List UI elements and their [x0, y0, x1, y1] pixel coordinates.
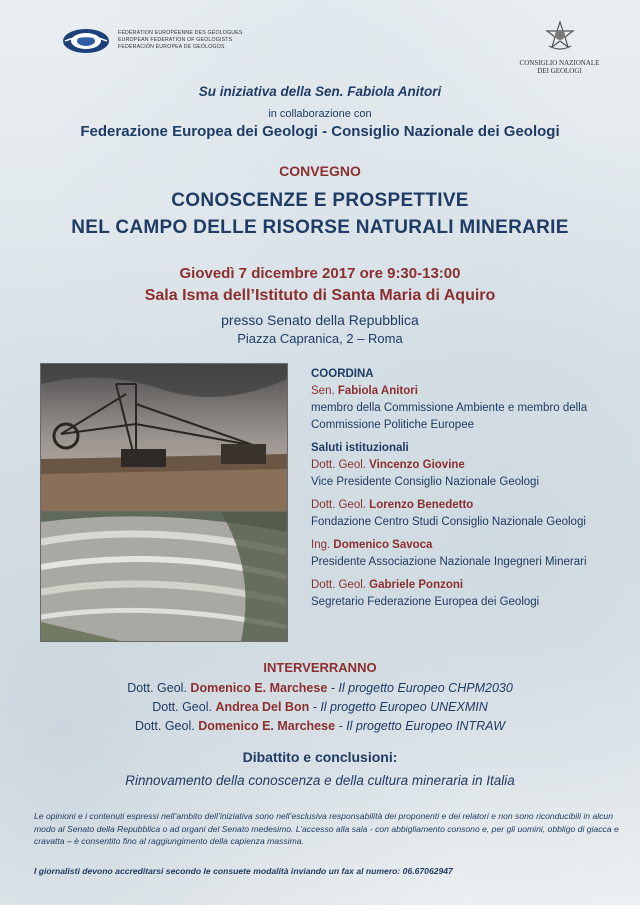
quarry-photo [40, 511, 288, 642]
coordinator-title: Sen. [311, 385, 338, 397]
speaker-item [311, 457, 631, 474]
efg-logo-line-1: FÉDÉRATION EUROPÉENNE DES GÉOLOGUES [118, 30, 243, 36]
speaker-name: Lorenzo Benedetto [369, 499, 474, 511]
cng-logo-line-1: CONSIGLIO NAZIONALE [519, 59, 600, 67]
intervention-project: - Il progetto Europeo UNEXMIN [309, 700, 488, 714]
coordina-label: COORDINA [311, 368, 374, 380]
speaker-item [311, 577, 631, 594]
intervention-project: - Il progetto Europeo INTRAW [335, 719, 506, 733]
speaker-role: Fondazione Centro Studi Consiglio Nazionale Geologi [311, 516, 586, 528]
coordinator-line [311, 383, 631, 400]
event-address: Piazza Capranica, 2 – Roma [237, 331, 403, 346]
press-accreditation: I giornalisti devono accreditarsi secondo le consuete modalità inviando un fax al numero: 06.67062947 [34, 866, 453, 876]
speaker-item [311, 537, 631, 554]
event-venue-sub: presso Senato della Repubblica [221, 312, 419, 328]
speaker-title: Dott. Geol. [311, 499, 370, 511]
event-title-line-2: NEL CAMPO DELLE RISORSE NATURALI MINERARIE [71, 217, 569, 238]
efg-logo-line-3: FEDERACIÓN EUROPEA DE GEÓLOGOS [118, 44, 225, 50]
event-type: CONVEGNO [279, 163, 361, 179]
efg-globe-icon [62, 28, 114, 54]
closing-label: Dibattito e conclusioni: [242, 749, 398, 765]
event-title-line-1: CONOSCENZE E PROSPETTIVE [171, 190, 469, 211]
speaker-name: Gabriele Ponzoni [369, 579, 464, 591]
interventions-label: INTERVERRANNO [263, 660, 377, 675]
closing-text: Rinnovamento della conoscenza e della cultura mineraria in Italia [125, 773, 515, 788]
cng-logo [512, 20, 607, 75]
coordinator-role-1: membro della Commissione Ambiente e membro della [311, 402, 588, 414]
speaker-role: Presidente Associazione Nazionale Ingegneri Minerari [311, 556, 587, 568]
emblem-icon [545, 20, 575, 52]
bottom-band [0, 905, 640, 917]
speaker-role: Segretario Federazione Europea dei Geologi [311, 596, 540, 608]
intervention-name: Andrea Del Bon [215, 700, 310, 714]
collaboration-line: in collaborazione con [268, 108, 372, 120]
cng-logo-line-2: DEI GEOLOGI [537, 67, 582, 75]
speaker-item [311, 497, 631, 514]
disclaimer-text: Le opinioni e i contenuti espressi nell’ambito dell’iniziativa sono nell’esclusiva responsabilità dei proponenti e dei relatori e non sono riconducibili in alcun modo al Senato della Repubblica o ad organi del Senato medesimo. L’accesso alla sala - con abbigliamento consono e, per gli uomini, obbligo di giacca e cravatta – è consentito fino al raggiungimento della capienza massima. [34, 811, 619, 846]
intervention-title: Dott. Geol. [134, 719, 199, 733]
speaker-title: Ing. [311, 539, 334, 551]
intervention-item [0, 719, 640, 733]
efg-logo [62, 26, 252, 58]
intervention-item [0, 681, 640, 695]
speaker-title: Dott. Geol. [311, 579, 370, 591]
intervention-title: Dott. Geol. [127, 681, 191, 695]
partners-line: Federazione Europea dei Geologi - Consiglio Nazionale dei Geologi [80, 123, 560, 140]
event-date: Giovedì 7 dicembre 2017 ore 9:30-13:00 [179, 265, 461, 282]
coordinator-role-2: Commissione Politiche Europee [311, 419, 474, 431]
program-section [311, 366, 631, 611]
event-venue: Sala Isma dell’Istituto di Santa Maria di Aquiro [144, 287, 496, 304]
intervention-item [0, 700, 640, 714]
intervention-project: - Il progetto Europeo CHPM2030 [327, 681, 513, 695]
speaker-name: Vincenzo Giovine [369, 459, 465, 471]
excavator-photo [40, 363, 288, 512]
speaker-name: Domenico Savoca [333, 539, 433, 551]
intervention-title: Dott. Geol. [152, 700, 216, 714]
initiative-line: Su iniziativa della Sen. Fabiola Anitori [198, 84, 442, 99]
coordinator-name: Fabiola Anitori [337, 385, 418, 397]
intervention-name: Domenico E. Marchese [190, 681, 328, 695]
speaker-role: Vice Presidente Consiglio Nazionale Geologi [311, 476, 540, 488]
efg-logo-line-2: EUROPEAN FEDERATION OF GEOLOGISTS [118, 37, 233, 43]
intervention-name: Domenico E. Marchese [198, 719, 336, 733]
saluti-label: Saluti istituzionali [311, 442, 409, 454]
speaker-title: Dott. Geol. [311, 459, 370, 471]
